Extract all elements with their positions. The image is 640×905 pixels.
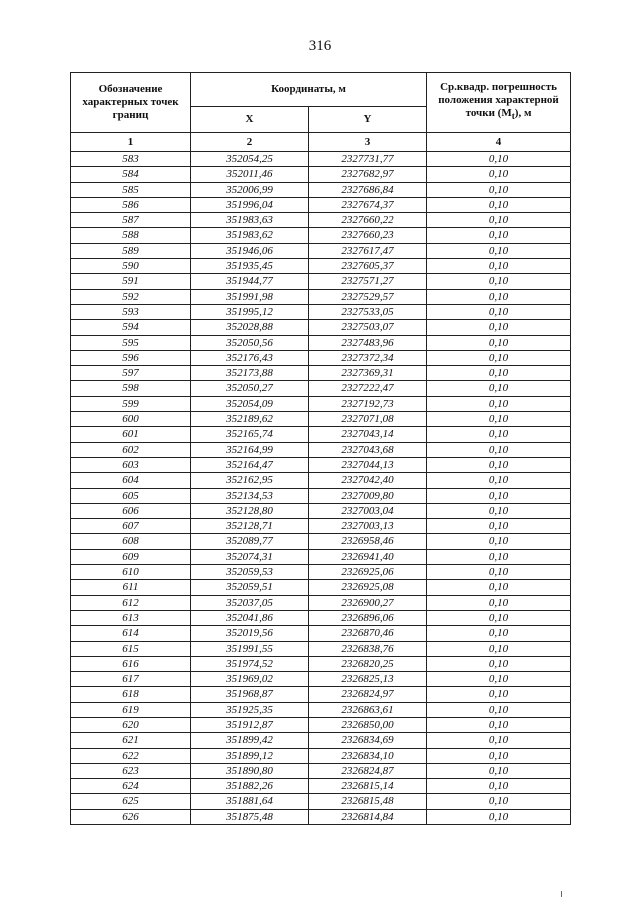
table-row: [71, 687, 571, 702]
table-row: [71, 717, 571, 732]
table-row: [71, 152, 571, 167]
y-coordinate-cell: 2327617,47: [309, 243, 427, 258]
error-cell: 0,10: [427, 503, 571, 518]
table-row: [71, 748, 571, 763]
x-coordinate-cell: 351946,06: [191, 243, 309, 258]
y-coordinate-cell: 2327571,27: [309, 274, 427, 289]
x-coordinate-cell: 352074,31: [191, 549, 309, 564]
page-mark: [561, 891, 562, 897]
y-coordinate-cell: 2327222,47: [309, 381, 427, 396]
y-coordinate-cell: 2326814,84: [309, 809, 427, 824]
table-body: [71, 152, 571, 825]
error-cell: 0,10: [427, 304, 571, 319]
table-row: [71, 595, 571, 610]
error-cell: 0,10: [427, 366, 571, 381]
y-coordinate-cell: 2327044,13: [309, 457, 427, 472]
x-coordinate-cell: 352165,74: [191, 427, 309, 442]
table-row: [71, 519, 571, 534]
table-row: [71, 320, 571, 335]
table-row: [71, 396, 571, 411]
error-cell: 0,10: [427, 228, 571, 243]
point-number-cell: 592: [71, 289, 191, 304]
x-coordinate-cell: 351995,12: [191, 304, 309, 319]
x-coordinate-cell: 351875,48: [191, 809, 309, 824]
x-coordinate-cell: 352037,05: [191, 595, 309, 610]
x-coordinate-cell: 351935,45: [191, 259, 309, 274]
error-cell: 0,10: [427, 519, 571, 534]
y-coordinate-cell: 2326958,46: [309, 534, 427, 549]
y-coordinate-cell: 2327372,34: [309, 350, 427, 365]
y-coordinate-cell: 2326896,06: [309, 610, 427, 625]
column-number: 2: [191, 133, 309, 152]
y-coordinate-cell: 2327533,05: [309, 304, 427, 319]
x-coordinate-cell: 352189,62: [191, 412, 309, 427]
header-x: X: [191, 107, 309, 133]
point-number-cell: 615: [71, 641, 191, 656]
y-coordinate-cell: 2326850,00: [309, 717, 427, 732]
point-number-cell: 612: [71, 595, 191, 610]
error-cell: 0,10: [427, 610, 571, 625]
table-row: [71, 243, 571, 258]
y-coordinate-cell: 2326925,06: [309, 565, 427, 580]
error-cell: 0,10: [427, 534, 571, 549]
x-coordinate-cell: 351890,80: [191, 763, 309, 778]
point-number-cell: 595: [71, 335, 191, 350]
error-cell: 0,10: [427, 152, 571, 167]
point-number-cell: 619: [71, 702, 191, 717]
x-coordinate-cell: 352128,80: [191, 503, 309, 518]
error-cell: 0,10: [427, 702, 571, 717]
point-number-cell: 603: [71, 457, 191, 472]
table-row: [71, 167, 571, 182]
x-coordinate-cell: 352134,53: [191, 488, 309, 503]
y-coordinate-cell: 2327043,68: [309, 442, 427, 457]
error-cell: 0,10: [427, 197, 571, 212]
y-coordinate-cell: 2326925,08: [309, 580, 427, 595]
table-row: [71, 534, 571, 549]
column-number: 4: [427, 133, 571, 152]
error-cell: 0,10: [427, 167, 571, 182]
table-row: [71, 274, 571, 289]
y-coordinate-cell: 2327043,14: [309, 427, 427, 442]
x-coordinate-cell: 351991,55: [191, 641, 309, 656]
table-row: [71, 733, 571, 748]
error-cell: 0,10: [427, 412, 571, 427]
table-row: [71, 457, 571, 472]
point-number-cell: 586: [71, 197, 191, 212]
table-row: [71, 304, 571, 319]
point-number-cell: 605: [71, 488, 191, 503]
y-coordinate-cell: 2326870,46: [309, 626, 427, 641]
table-row: [71, 228, 571, 243]
table-row: [71, 503, 571, 518]
table-row: [71, 289, 571, 304]
error-cell: 0,10: [427, 488, 571, 503]
point-number-cell: 587: [71, 213, 191, 228]
point-number-cell: 590: [71, 259, 191, 274]
x-coordinate-cell: 351944,77: [191, 274, 309, 289]
x-coordinate-cell: 352054,25: [191, 152, 309, 167]
x-coordinate-cell: 352164,47: [191, 457, 309, 472]
x-coordinate-cell: 352006,99: [191, 182, 309, 197]
error-cell: 0,10: [427, 779, 571, 794]
table-row: [71, 794, 571, 809]
x-coordinate-cell: 352054,09: [191, 396, 309, 411]
x-coordinate-cell: 351912,87: [191, 717, 309, 732]
error-cell: 0,10: [427, 672, 571, 687]
error-cell: 0,10: [427, 549, 571, 564]
point-number-cell: 624: [71, 779, 191, 794]
y-coordinate-cell: 2326834,69: [309, 733, 427, 748]
point-number-cell: 617: [71, 672, 191, 687]
table-row: [71, 702, 571, 717]
error-cell: 0,10: [427, 641, 571, 656]
x-coordinate-cell: 351991,98: [191, 289, 309, 304]
point-number-cell: 607: [71, 519, 191, 534]
point-number-cell: 609: [71, 549, 191, 564]
x-coordinate-cell: 352041,86: [191, 610, 309, 625]
y-coordinate-cell: 2326941,40: [309, 549, 427, 564]
column-number: 3: [309, 133, 427, 152]
x-coordinate-cell: 352173,88: [191, 366, 309, 381]
error-cell: 0,10: [427, 580, 571, 595]
y-coordinate-cell: 2326824,87: [309, 763, 427, 778]
error-cell: 0,10: [427, 243, 571, 258]
x-coordinate-cell: 352050,56: [191, 335, 309, 350]
table-row: [71, 412, 571, 427]
error-cell: 0,10: [427, 656, 571, 671]
table-row: [71, 549, 571, 564]
point-number-cell: 613: [71, 610, 191, 625]
table-row: [71, 565, 571, 580]
table-row: [71, 763, 571, 778]
error-cell: 0,10: [427, 259, 571, 274]
header-error-subscript: t: [511, 111, 515, 122]
header-error-suffix: ), м: [514, 107, 532, 120]
header-y: Y: [309, 107, 427, 133]
y-coordinate-cell: 2327660,22: [309, 213, 427, 228]
x-coordinate-cell: 352162,95: [191, 473, 309, 488]
x-coordinate-cell: 351881,64: [191, 794, 309, 809]
error-cell: 0,10: [427, 350, 571, 365]
x-coordinate-cell: 351968,87: [191, 687, 309, 702]
table-row: [71, 366, 571, 381]
x-coordinate-cell: 352128,71: [191, 519, 309, 534]
point-number-cell: 623: [71, 763, 191, 778]
point-number-cell: 589: [71, 243, 191, 258]
x-coordinate-cell: 351899,12: [191, 748, 309, 763]
table-row: [71, 335, 571, 350]
error-cell: 0,10: [427, 733, 571, 748]
point-number-cell: 602: [71, 442, 191, 457]
x-coordinate-cell: 351996,04: [191, 197, 309, 212]
point-number-cell: 611: [71, 580, 191, 595]
point-number-cell: 598: [71, 381, 191, 396]
table-header: [71, 73, 571, 152]
error-cell: 0,10: [427, 626, 571, 641]
error-cell: 0,10: [427, 274, 571, 289]
point-number-cell: 608: [71, 534, 191, 549]
table-row: [71, 427, 571, 442]
y-coordinate-cell: 2327731,77: [309, 152, 427, 167]
table-row: [71, 488, 571, 503]
point-number-cell: 585: [71, 182, 191, 197]
error-cell: 0,10: [427, 457, 571, 472]
error-cell: 0,10: [427, 473, 571, 488]
y-coordinate-cell: 2327483,96: [309, 335, 427, 350]
table-row: [71, 610, 571, 625]
error-cell: 0,10: [427, 794, 571, 809]
error-cell: 0,10: [427, 763, 571, 778]
table-row: [71, 381, 571, 396]
x-coordinate-cell: 352011,46: [191, 167, 309, 182]
table-row: [71, 779, 571, 794]
y-coordinate-cell: 2327674,37: [309, 197, 427, 212]
point-number-cell: 594: [71, 320, 191, 335]
y-coordinate-cell: 2326900,27: [309, 595, 427, 610]
point-number-cell: 596: [71, 350, 191, 365]
table-row: [71, 641, 571, 656]
table-row: [71, 580, 571, 595]
point-number-cell: 616: [71, 656, 191, 671]
error-cell: 0,10: [427, 565, 571, 580]
point-number-cell: 599: [71, 396, 191, 411]
y-coordinate-cell: 2327003,13: [309, 519, 427, 534]
point-number-cell: 584: [71, 167, 191, 182]
x-coordinate-cell: 351882,26: [191, 779, 309, 794]
x-coordinate-cell: 351974,52: [191, 656, 309, 671]
x-coordinate-cell: 351899,42: [191, 733, 309, 748]
x-coordinate-cell: 351983,62: [191, 228, 309, 243]
y-coordinate-cell: 2326815,14: [309, 779, 427, 794]
point-number-cell: 620: [71, 717, 191, 732]
point-number-cell: 593: [71, 304, 191, 319]
x-coordinate-cell: 351925,35: [191, 702, 309, 717]
point-number-cell: 610: [71, 565, 191, 580]
point-number-cell: 591: [71, 274, 191, 289]
table-row: [71, 626, 571, 641]
point-number-cell: 583: [71, 152, 191, 167]
header-error-prefix: Ср.квадр. погрешность положения характерной точки (M: [438, 81, 559, 120]
point-number-cell: 601: [71, 427, 191, 442]
error-cell: 0,10: [427, 687, 571, 702]
column-number: 1: [71, 133, 191, 152]
error-cell: 0,10: [427, 182, 571, 197]
error-cell: 0,10: [427, 289, 571, 304]
table-row: [71, 350, 571, 365]
table-row: [71, 656, 571, 671]
y-coordinate-cell: 2327682,97: [309, 167, 427, 182]
y-coordinate-cell: 2327009,80: [309, 488, 427, 503]
table-row: [71, 197, 571, 212]
x-coordinate-cell: 352059,51: [191, 580, 309, 595]
table-row: [71, 473, 571, 488]
y-coordinate-cell: 2326825,13: [309, 672, 427, 687]
point-number-cell: 606: [71, 503, 191, 518]
x-coordinate-cell: 351983,63: [191, 213, 309, 228]
point-number-cell: 618: [71, 687, 191, 702]
error-cell: 0,10: [427, 427, 571, 442]
x-coordinate-cell: 352019,56: [191, 626, 309, 641]
y-coordinate-cell: 2327605,37: [309, 259, 427, 274]
error-cell: 0,10: [427, 717, 571, 732]
y-coordinate-cell: 2326820,25: [309, 656, 427, 671]
error-cell: 0,10: [427, 335, 571, 350]
point-number-cell: 622: [71, 748, 191, 763]
x-coordinate-cell: 352050,27: [191, 381, 309, 396]
y-coordinate-cell: 2327071,08: [309, 412, 427, 427]
y-coordinate-cell: 2326838,76: [309, 641, 427, 656]
error-cell: 0,10: [427, 320, 571, 335]
header-point-designation: Обозначение характерных точек границ: [71, 73, 191, 133]
point-number-cell: 626: [71, 809, 191, 824]
header-coordinates: Координаты, м: [191, 73, 427, 107]
y-coordinate-cell: 2327192,73: [309, 396, 427, 411]
y-coordinate-cell: 2327369,31: [309, 366, 427, 381]
y-coordinate-cell: 2327529,57: [309, 289, 427, 304]
point-number-cell: 614: [71, 626, 191, 641]
table-row: [71, 213, 571, 228]
error-cell: 0,10: [427, 595, 571, 610]
header-mean-square-error: [427, 73, 571, 133]
coordinates-table: [70, 72, 571, 825]
point-number-cell: 621: [71, 733, 191, 748]
table-row: [71, 672, 571, 687]
table-row: [71, 259, 571, 274]
point-number-cell: 604: [71, 473, 191, 488]
error-cell: 0,10: [427, 213, 571, 228]
column-numbers-row: [71, 133, 571, 152]
error-cell: 0,10: [427, 396, 571, 411]
table-row: [71, 809, 571, 824]
y-coordinate-cell: 2326815,48: [309, 794, 427, 809]
point-number-cell: 625: [71, 794, 191, 809]
point-number-cell: 588: [71, 228, 191, 243]
x-coordinate-cell: 352028,88: [191, 320, 309, 335]
error-cell: 0,10: [427, 748, 571, 763]
x-coordinate-cell: 352176,43: [191, 350, 309, 365]
error-cell: 0,10: [427, 442, 571, 457]
error-cell: 0,10: [427, 809, 571, 824]
y-coordinate-cell: 2327042,40: [309, 473, 427, 488]
x-coordinate-cell: 352089,77: [191, 534, 309, 549]
y-coordinate-cell: 2327686,84: [309, 182, 427, 197]
y-coordinate-cell: 2327660,23: [309, 228, 427, 243]
y-coordinate-cell: 2327503,07: [309, 320, 427, 335]
x-coordinate-cell: 352164,99: [191, 442, 309, 457]
y-coordinate-cell: 2326863,61: [309, 702, 427, 717]
table-row: [71, 442, 571, 457]
point-number-cell: 597: [71, 366, 191, 381]
y-coordinate-cell: 2326824,97: [309, 687, 427, 702]
y-coordinate-cell: 2327003,04: [309, 503, 427, 518]
point-number-cell: 600: [71, 412, 191, 427]
table-row: [71, 182, 571, 197]
y-coordinate-cell: 2326834,10: [309, 748, 427, 763]
x-coordinate-cell: 351969,02: [191, 672, 309, 687]
x-coordinate-cell: 352059,53: [191, 565, 309, 580]
error-cell: 0,10: [427, 381, 571, 396]
page-number: 316: [308, 38, 332, 54]
